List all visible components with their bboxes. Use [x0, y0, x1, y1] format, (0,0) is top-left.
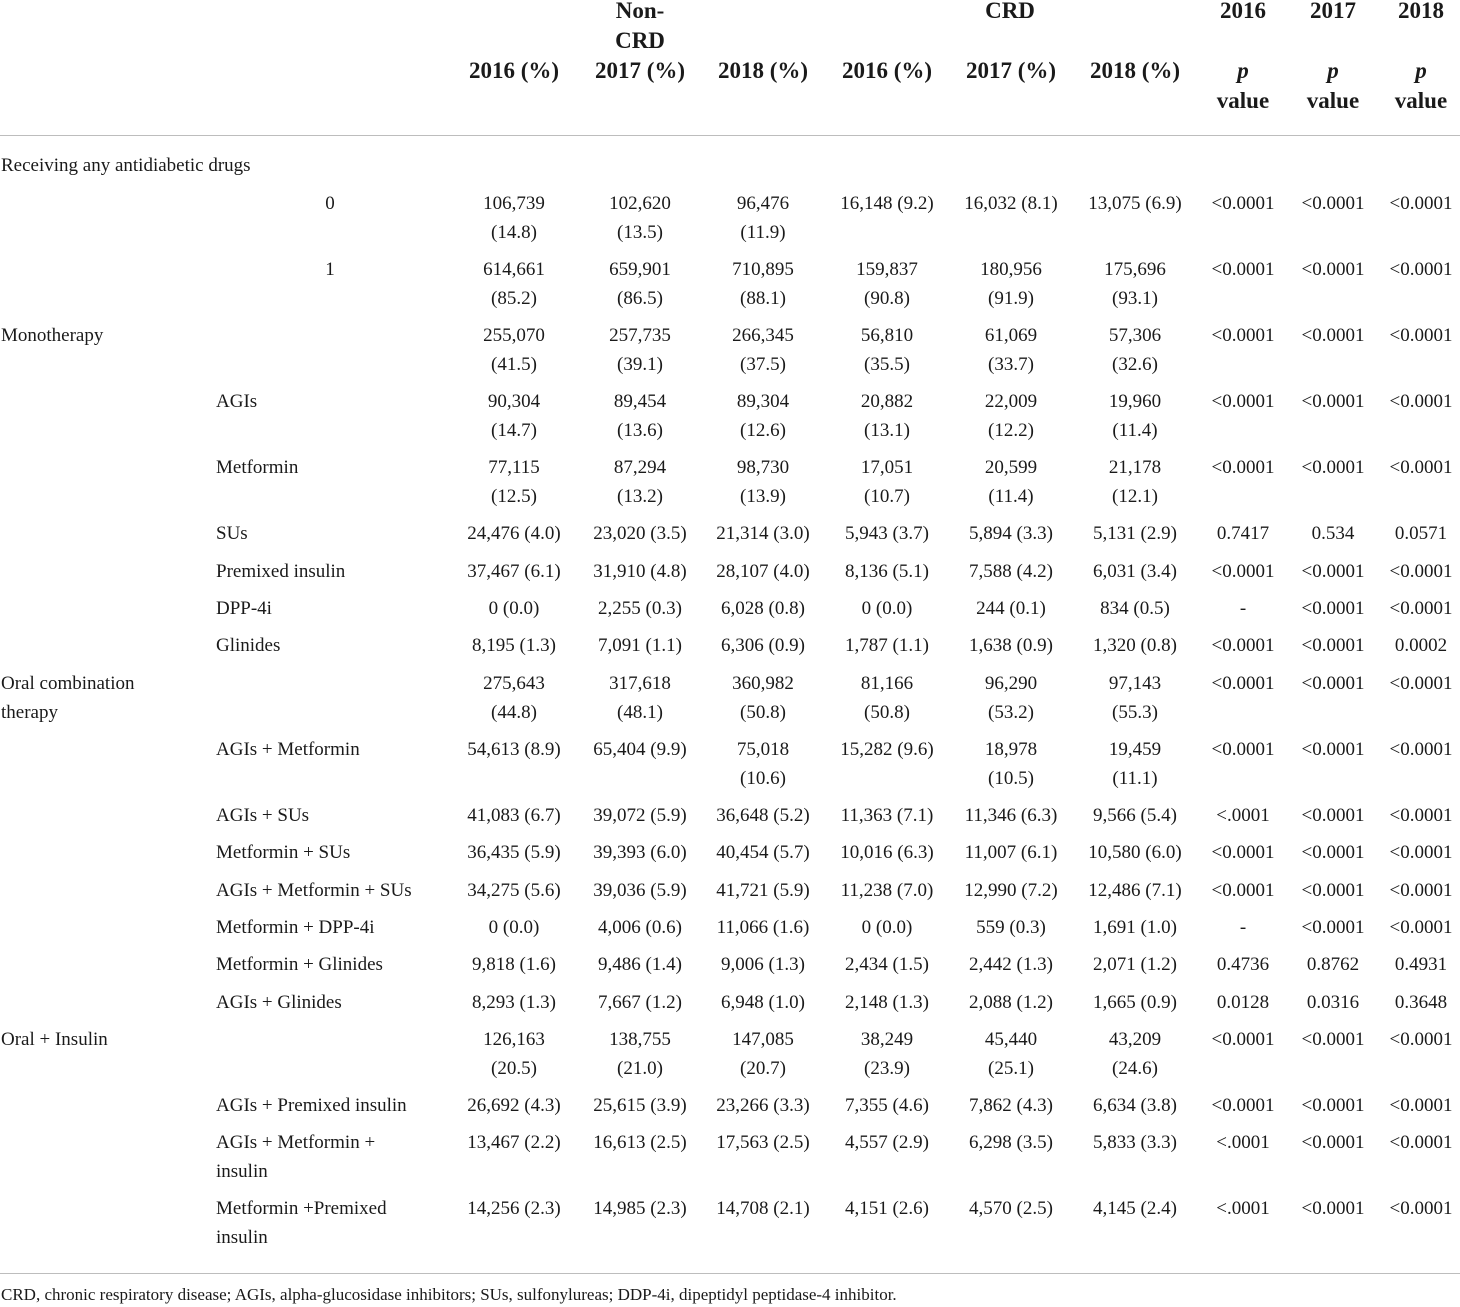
p-value-cell: <0.0001	[1301, 805, 1365, 826]
p-label-2016: p	[1237, 58, 1249, 83]
p-value-cell: <0.0001	[1389, 391, 1453, 412]
count-cell: 8,136 (5.1)	[845, 561, 929, 582]
count-cell: 0 (0.0)	[861, 917, 913, 938]
p-value-cell: <0.0001	[1301, 880, 1365, 901]
count-cell: 77,115 (12.5)	[488, 457, 540, 507]
count-cell: 7,355 (4.6)	[845, 1095, 929, 1116]
count-cell: 1,638 (0.9)	[969, 635, 1053, 656]
p-value-cell: <0.0001	[1389, 880, 1453, 901]
col-header-noncrd-2017: 2017 (%)	[594, 58, 686, 83]
count-cell: 138,755 (21.0)	[609, 1029, 671, 1079]
count-cell: 4,570 (2.5)	[969, 1198, 1053, 1219]
count-cell: 21,178 (12.1)	[1108, 457, 1162, 507]
count-cell: 614,661 (85.2)	[483, 259, 545, 309]
count-cell: 13,467 (2.2)	[467, 1132, 561, 1153]
row-item-label: AGIs + Metformin + SUs	[216, 880, 412, 901]
count-cell: 175,696 (93.1)	[1104, 259, 1166, 309]
count-cell: 2,434 (1.5)	[845, 954, 929, 975]
p-value-cell: <0.0001	[1211, 457, 1275, 478]
p-value-cell: -	[1239, 598, 1247, 619]
count-cell: 17,563 (2.5)	[716, 1132, 810, 1153]
count-cell: 45,440 (25.1)	[984, 1029, 1038, 1079]
p-value-cell: <0.0001	[1211, 325, 1275, 346]
p-value-cell: <0.0001	[1301, 1132, 1365, 1153]
p-col-2017	[1290, 0, 1376, 116]
count-cell: 39,393 (6.0)	[593, 842, 687, 863]
p-value-cell: 0.4931	[1394, 954, 1448, 975]
count-cell: 8,293 (1.3)	[472, 992, 556, 1013]
count-cell: 22,009 (12.2)	[984, 391, 1038, 441]
p-value-cell: <0.0001	[1211, 739, 1275, 760]
p-label-2017: p	[1327, 58, 1339, 83]
count-cell: 96,476 (11.9)	[736, 193, 790, 243]
count-cell: 317,618 (48.1)	[609, 673, 671, 723]
p-value-cell: <0.0001	[1211, 880, 1275, 901]
p-value-cell: <0.0001	[1389, 842, 1453, 863]
p-value-cell: <0.0001	[1389, 598, 1453, 619]
count-cell: 1,320 (0.8)	[1093, 635, 1177, 656]
row-item-label: 0	[325, 193, 335, 214]
p-value-cell: <0.0001	[1301, 842, 1365, 863]
count-cell: 5,131 (2.9)	[1093, 523, 1177, 544]
row-item-label: Metformin + Glinides	[216, 954, 383, 975]
count-cell: 12,486 (7.1)	[1088, 880, 1182, 901]
count-cell: 39,036 (5.9)	[593, 880, 687, 901]
count-cell: 11,238 (7.0)	[840, 880, 934, 901]
count-cell: 34,275 (5.6)	[467, 880, 561, 901]
p-col-2016	[1200, 0, 1286, 116]
count-cell: 180,956 (91.9)	[980, 259, 1042, 309]
count-cell: 257,735 (39.1)	[609, 325, 671, 375]
p-value-cell: <.0001	[1216, 1198, 1270, 1219]
count-cell: 21,314 (3.0)	[716, 523, 810, 544]
p-value-cell: 0.0128	[1216, 992, 1270, 1013]
count-cell: 102,620 (13.5)	[609, 193, 671, 243]
count-cell: 81,166 (50.8)	[860, 673, 914, 723]
count-cell: 4,151 (2.6)	[845, 1198, 929, 1219]
row-category-label: Oral combination therapy	[1, 673, 135, 723]
count-cell: 255,070 (41.5)	[483, 325, 545, 375]
count-cell: 4,557 (2.9)	[845, 1132, 929, 1153]
p-value-cell: <0.0001	[1389, 259, 1453, 280]
p-value-cell: <0.0001	[1301, 193, 1365, 214]
count-cell: 710,895 (88.1)	[732, 259, 794, 309]
count-cell: 10,016 (6.3)	[840, 842, 934, 863]
count-cell: 89,304 (12.6)	[736, 391, 790, 441]
row-item-label: DPP-4i	[216, 598, 272, 619]
count-cell: 0 (0.0)	[861, 598, 913, 619]
count-cell: 75,018 (10.6)	[736, 739, 790, 789]
count-cell: 20,882 (13.1)	[860, 391, 914, 441]
row-item-label: AGIs	[216, 391, 258, 412]
p-value-cell: <0.0001	[1301, 1029, 1365, 1050]
count-cell: 4,145 (2.4)	[1093, 1198, 1177, 1219]
count-cell: 14,985 (2.3)	[593, 1198, 687, 1219]
count-cell: 6,948 (1.0)	[721, 992, 805, 1013]
count-cell: 2,071 (1.2)	[1093, 954, 1177, 975]
count-cell: 1,787 (1.1)	[845, 635, 929, 656]
p-value-cell: <0.0001	[1389, 673, 1453, 694]
count-cell: 36,648 (5.2)	[716, 805, 810, 826]
p-value-cell: 0.7417	[1216, 523, 1270, 544]
count-cell: 17,051 (10.7)	[860, 457, 914, 507]
p-value-cell: <0.0001	[1301, 325, 1365, 346]
p-value-cell: <0.0001	[1389, 561, 1453, 582]
row-item-label: Premixed insulin	[216, 561, 346, 582]
p-value-cell: <.0001	[1216, 1132, 1270, 1153]
count-cell: 19,960 (11.4)	[1108, 391, 1162, 441]
count-cell: 65,404 (9.9)	[593, 739, 687, 760]
count-cell: 11,363 (7.1)	[840, 805, 934, 826]
count-cell: 43,209 (24.6)	[1108, 1029, 1162, 1079]
count-cell: 41,083 (6.7)	[467, 805, 561, 826]
p-value-cell: <0.0001	[1301, 1095, 1365, 1116]
p-value-label-2017: value	[1306, 88, 1360, 113]
count-cell: 38,249 (23.9)	[860, 1029, 914, 1079]
count-cell: 7,588 (4.2)	[969, 561, 1053, 582]
count-cell: 24,476 (4.0)	[467, 523, 561, 544]
count-cell: 16,613 (2.5)	[593, 1132, 687, 1153]
p-value-cell: <0.0001	[1211, 1029, 1275, 1050]
count-cell: 834 (0.5)	[1100, 598, 1170, 619]
count-cell: 20,599 (11.4)	[984, 457, 1038, 507]
row-item-label: Metformin	[216, 457, 299, 478]
p-value-cell: 0.4736	[1216, 954, 1270, 975]
p-value-cell: <0.0001	[1389, 457, 1453, 478]
count-cell: 5,894 (3.3)	[969, 523, 1053, 544]
row-item-label: 1	[325, 259, 335, 280]
footer-divider	[0, 1273, 1460, 1274]
count-cell: 28,107 (4.0)	[716, 561, 810, 582]
p-value-cell: <0.0001	[1211, 193, 1275, 214]
p-value-cell: <0.0001	[1211, 391, 1275, 412]
col-header-crd-2016: 2016 (%)	[841, 58, 933, 83]
row-item-label: SUs	[216, 523, 248, 544]
p-value-cell: <0.0001	[1301, 561, 1365, 582]
row-item-label: AGIs + Glinides	[216, 992, 342, 1013]
p-year-2017: 2017	[1310, 0, 1356, 23]
p-value-cell: <0.0001	[1389, 1029, 1453, 1050]
p-value-cell: <0.0001	[1211, 561, 1275, 582]
count-cell: 89,454 (13.6)	[613, 391, 667, 441]
p-value-cell: 0.0316	[1306, 992, 1360, 1013]
p-value-cell: <0.0001	[1301, 1198, 1365, 1219]
count-cell: 1,665 (0.9)	[1093, 992, 1177, 1013]
count-cell: 7,667 (1.2)	[598, 992, 682, 1013]
count-cell: 6,306 (0.9)	[721, 635, 805, 656]
count-cell: 98,730 (13.9)	[736, 457, 790, 507]
count-cell: 159,837 (90.8)	[856, 259, 918, 309]
count-cell: 2,148 (1.3)	[845, 992, 929, 1013]
p-value-cell: <0.0001	[1389, 805, 1453, 826]
count-cell: 8,195 (1.3)	[472, 635, 556, 656]
row-item-label: AGIs + Metformin	[216, 739, 360, 760]
p-value-cell: <0.0001	[1389, 325, 1453, 346]
row-item-label: Metformin + SUs	[216, 842, 351, 863]
p-value-cell: <0.0001	[1301, 739, 1365, 760]
table-footnote: CRD, chronic respiratory disease; AGIs, alpha-glucosidase inhibitors; SUs, sulfonylureas; DDP-4i, dipeptidyl peptidase-4 inhibitor.	[1, 1285, 897, 1304]
p-value-label-2016: value	[1216, 88, 1270, 113]
p-value-cell: -	[1239, 917, 1247, 938]
row-category-label: Monotherapy	[1, 325, 104, 346]
count-cell: 2,442 (1.3)	[969, 954, 1053, 975]
count-cell: 54,613 (8.9)	[467, 739, 561, 760]
row-item-label: AGIs + Metformin + insulin	[216, 1132, 376, 1182]
count-cell: 6,634 (3.8)	[1093, 1095, 1177, 1116]
count-cell: 2,088 (1.2)	[969, 992, 1053, 1013]
p-value-cell: <0.0001	[1301, 259, 1365, 280]
p-value-cell: <0.0001	[1301, 598, 1365, 619]
count-cell: 147,085 (20.7)	[732, 1029, 794, 1079]
p-year-2016: 2016	[1220, 0, 1266, 23]
p-value-cell: 0.0002	[1394, 635, 1448, 656]
count-cell: 87,294 (13.2)	[613, 457, 667, 507]
col-header-crd-2018: 2018 (%)	[1089, 58, 1181, 83]
count-cell: 4,006 (0.6)	[598, 917, 682, 938]
row-category-label: Receiving any antidiabetic drugs	[1, 155, 251, 176]
row-item-label: Metformin +Premixed insulin	[216, 1198, 387, 1248]
count-cell: 6,028 (0.8)	[721, 598, 805, 619]
count-cell: 5,943 (3.7)	[845, 523, 929, 544]
table-header	[0, 0, 1460, 136]
p-value-cell: <0.0001	[1211, 259, 1275, 280]
count-cell: 7,862 (4.3)	[969, 1095, 1053, 1116]
count-cell: 360,982 (50.8)	[732, 673, 794, 723]
count-cell: 14,256 (2.3)	[467, 1198, 561, 1219]
count-cell: 11,346 (6.3)	[964, 805, 1058, 826]
count-cell: 9,818 (1.6)	[472, 954, 556, 975]
p-value-cell: <0.0001	[1389, 193, 1453, 214]
p-value-cell: 0.534	[1311, 523, 1355, 544]
count-cell: 9,006 (1.3)	[721, 954, 805, 975]
count-cell: 16,148 (9.2)	[840, 193, 934, 214]
p-value-cell: <0.0001	[1301, 457, 1365, 478]
count-cell: 37,467 (6.1)	[467, 561, 561, 582]
p-value-cell: <0.0001	[1389, 917, 1453, 938]
group-header-non-crd: Non- CRD	[615, 0, 665, 53]
group-header-crd: CRD	[985, 0, 1035, 23]
count-cell: 244 (0.1)	[976, 598, 1046, 619]
p-value-cell: <0.0001	[1211, 842, 1275, 863]
count-cell: 659,901 (86.5)	[609, 259, 671, 309]
count-cell: 18,978 (10.5)	[984, 739, 1038, 789]
count-cell: 1,691 (1.0)	[1093, 917, 1177, 938]
count-cell: 11,007 (6.1)	[964, 842, 1058, 863]
p-value-cell: <0.0001	[1301, 391, 1365, 412]
count-cell: 12,990 (7.2)	[964, 880, 1058, 901]
count-cell: 0 (0.0)	[488, 598, 540, 619]
count-cell: 9,566 (5.4)	[1093, 805, 1177, 826]
count-cell: 23,020 (3.5)	[593, 523, 687, 544]
count-cell: 36,435 (5.9)	[467, 842, 561, 863]
row-category-label: Oral + Insulin	[1, 1029, 108, 1050]
count-cell: 6,298 (3.5)	[969, 1132, 1053, 1153]
row-item-label: AGIs + Premixed insulin	[216, 1095, 407, 1116]
p-value-cell: <0.0001	[1389, 739, 1453, 760]
count-cell: 39,072 (5.9)	[593, 805, 687, 826]
count-cell: 9,486 (1.4)	[598, 954, 682, 975]
count-cell: 90,304 (14.7)	[487, 391, 541, 441]
count-cell: 19,459 (11.1)	[1108, 739, 1162, 789]
p-value-cell: <0.0001	[1389, 1095, 1453, 1116]
p-value-cell: 0.0571	[1394, 523, 1448, 544]
count-cell: 16,032 (8.1)	[964, 193, 1058, 214]
count-cell: 41,721 (5.9)	[716, 880, 810, 901]
count-cell: 61,069 (33.7)	[984, 325, 1038, 375]
count-cell: 97,143 (55.3)	[1108, 673, 1162, 723]
count-cell: 7,091 (1.1)	[598, 635, 682, 656]
p-value-cell: <0.0001	[1389, 1132, 1453, 1153]
count-cell: 15,282 (9.6)	[840, 739, 934, 760]
p-value-cell: 0.3648	[1394, 992, 1448, 1013]
count-cell: 0 (0.0)	[488, 917, 540, 938]
row-item-label: Metformin + DPP-4i	[216, 917, 375, 938]
p-value-cell: 0.8762	[1306, 954, 1360, 975]
count-cell: 10,580 (6.0)	[1088, 842, 1182, 863]
count-cell: 40,454 (5.7)	[716, 842, 810, 863]
count-cell: 25,615 (3.9)	[593, 1095, 687, 1116]
row-item-label: Glinides	[216, 635, 281, 656]
p-value-cell: <0.0001	[1301, 673, 1365, 694]
count-cell: 6,031 (3.4)	[1093, 561, 1177, 582]
count-cell: 23,266 (3.3)	[716, 1095, 810, 1116]
count-cell: 126,163 (20.5)	[483, 1029, 545, 1079]
p-year-2018: 2018	[1398, 0, 1444, 23]
col-header-crd-2017: 2017 (%)	[965, 58, 1057, 83]
count-cell: 5,833 (3.3)	[1093, 1132, 1177, 1153]
p-value-cell: <0.0001	[1211, 1095, 1275, 1116]
p-value-cell: <0.0001	[1301, 917, 1365, 938]
p-value-label-2018: value	[1394, 88, 1448, 113]
row-item-label: AGIs + SUs	[216, 805, 310, 826]
count-cell: 275,643 (44.8)	[483, 673, 545, 723]
count-cell: 14,708 (2.1)	[716, 1198, 810, 1219]
count-cell: 13,075 (6.9)	[1088, 193, 1182, 214]
count-cell: 56,810 (35.5)	[860, 325, 914, 375]
p-value-cell: <0.0001	[1211, 673, 1275, 694]
count-cell: 11,066 (1.6)	[716, 917, 810, 938]
p-col-2018	[1380, 0, 1460, 116]
col-header-noncrd-2016: 2016 (%)	[468, 58, 560, 83]
p-label-2018: p	[1415, 58, 1427, 83]
count-cell: 96,290 (53.2)	[984, 673, 1038, 723]
header-divider	[0, 135, 1460, 136]
count-cell: 2,255 (0.3)	[598, 598, 682, 619]
count-cell: 26,692 (4.3)	[467, 1095, 561, 1116]
col-header-noncrd-2018: 2018 (%)	[717, 58, 809, 83]
count-cell: 266,345 (37.5)	[732, 325, 794, 375]
p-value-cell: <0.0001	[1301, 635, 1365, 656]
p-value-cell: <0.0001	[1389, 1198, 1453, 1219]
p-value-cell: <0.0001	[1211, 635, 1275, 656]
count-cell: 106,739 (14.8)	[483, 193, 545, 243]
count-cell: 559 (0.3)	[976, 917, 1046, 938]
count-cell: 31,910 (4.8)	[593, 561, 687, 582]
p-value-cell: <.0001	[1216, 805, 1270, 826]
count-cell: 57,306 (32.6)	[1108, 325, 1162, 375]
